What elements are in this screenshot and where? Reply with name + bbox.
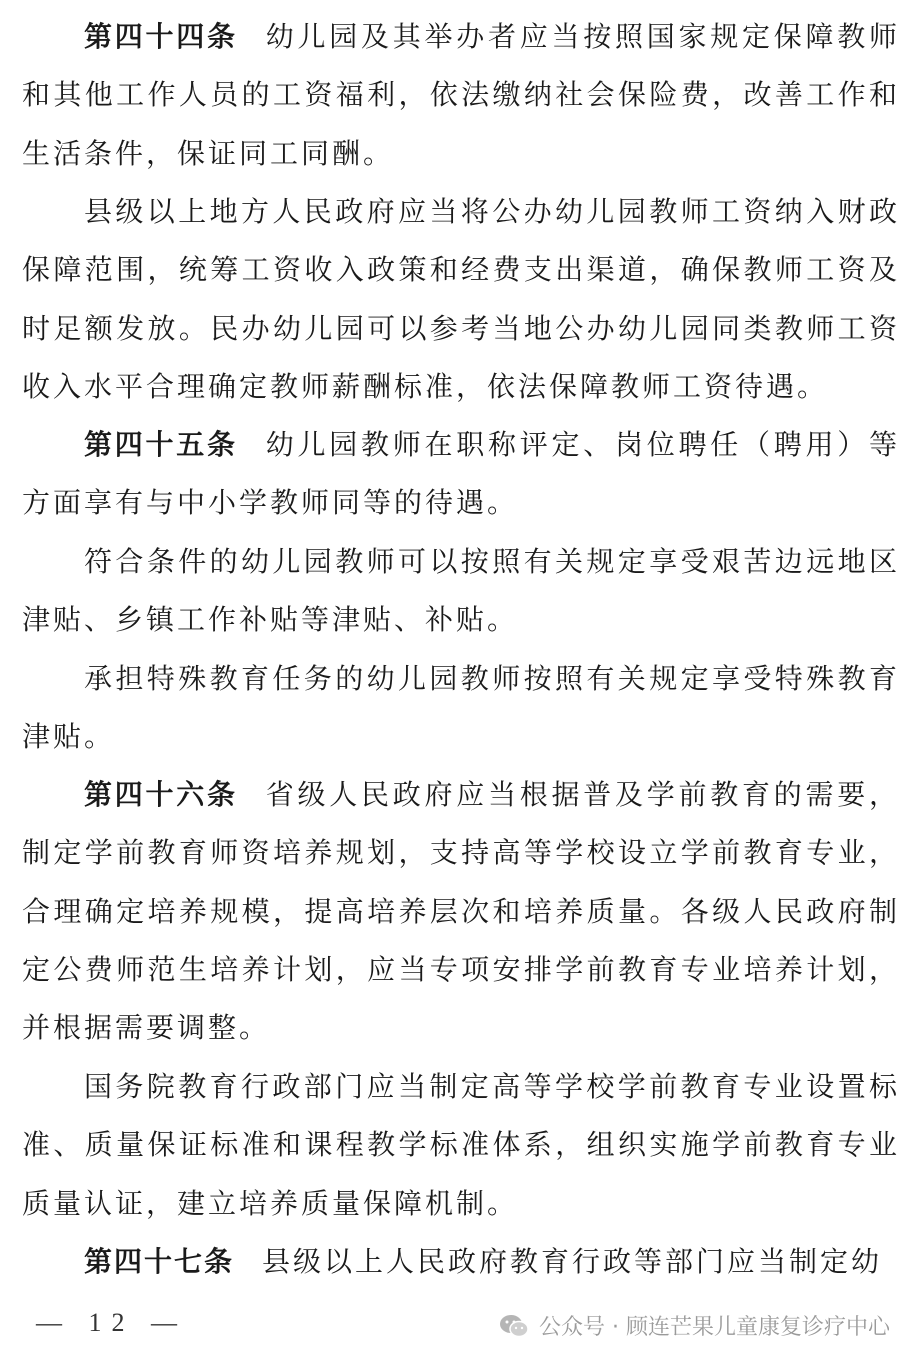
paragraph <box>22 1058 900 1233</box>
paragraph-art44 <box>22 8 900 183</box>
paragraph-text: 县级以上地方人民政府应当将公办幼儿园教师工资纳入财政保障范围，统筹工资收入政策和经费支出渠道，确保教师工资及时足额发放。民办幼儿园可以参考当地公办幼儿园同类教师工资收入水平合理确定教师薪酬标准，依法保障教师工资待遇。 <box>22 195 900 403</box>
paragraph-art47 <box>22 1233 900 1291</box>
article-heading: 第四十六条 <box>84 778 238 811</box>
article-heading: 第四十七条 <box>84 1245 235 1278</box>
paragraph-text: 承担特殊教育任务的幼儿园教师按照有关规定享受特殊教育津贴。 <box>22 662 900 754</box>
page-number: — 12 — <box>36 1308 187 1337</box>
paragraph <box>22 183 900 416</box>
paragraph-text: 县级以上人民政府教育行政等部门应当制定幼 <box>262 1245 883 1278</box>
paragraph-art46 <box>22 766 900 1057</box>
paragraph-text: 幼儿园及其举办者应当按照国家规定保障教师和其他工作人员的工资福利，依法缴纳社会保险费，改善工作和生活条件，保证同工同酬。 <box>22 20 900 170</box>
paragraph-text: 国务院教育行政部门应当制定高等学校学前教育专业设置标准、质量保证标准和课程教学标准体系，组织实施学前教育专业质量认证，建立培养质量保障机制。 <box>22 1070 900 1220</box>
page-footer <box>0 1300 920 1350</box>
watermark-text: 公众号 · 顾连芒果儿童康复诊疗中心 <box>539 1315 890 1340</box>
paragraph <box>22 650 900 767</box>
paragraph <box>22 533 900 650</box>
watermark <box>499 1310 890 1341</box>
paragraph-text: 省级人民政府应当根据普及学前教育的需要，制定学前教育师资培养规划，支持高等学校设立学前教育专业，合理确定培养规模，提高培养层次和培养质量。各级人民政府制定公费师范生培养计划，应当专项安排学前教育专业培养计划，并根据需要调整。 <box>22 778 900 1045</box>
wechat-icon <box>499 1313 529 1339</box>
article-heading: 第四十四条 <box>84 20 238 53</box>
paragraph-text: 幼儿园教师在职称评定、岗位聘任（聘用）等方面享有与中小学教师同等的待遇。 <box>22 428 900 520</box>
paragraph-art45 <box>22 416 900 533</box>
article-heading: 第四十五条 <box>84 428 238 461</box>
paragraph-text: 符合条件的幼儿园教师可以按照有关规定享受艰苦边远地区津贴、乡镇工作补贴等津贴、补贴。 <box>22 545 900 637</box>
